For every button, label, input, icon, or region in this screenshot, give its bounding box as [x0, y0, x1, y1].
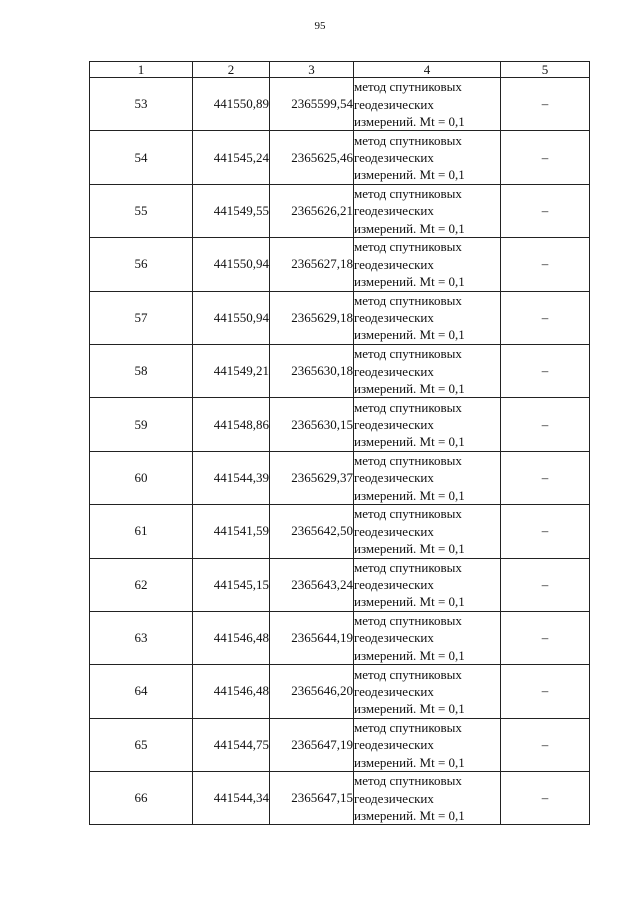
method-cell — [354, 398, 501, 451]
note-cell: – — [501, 184, 590, 237]
method-line: измерений. Mt = 0,1 — [354, 647, 465, 663]
y-coordinate-cell: 2365647,19 — [270, 718, 354, 771]
header-col-5: 5 — [501, 62, 590, 78]
note-cell: – — [501, 451, 590, 504]
method-line: геодезических — [354, 256, 434, 272]
note-cell: – — [501, 78, 590, 131]
method-line: измерений. Mt = 0,1 — [354, 167, 465, 183]
table-body — [90, 78, 590, 825]
point-number-cell: 57 — [90, 291, 193, 344]
method-line: метод спутниковых — [354, 239, 462, 255]
method-cell — [354, 772, 501, 825]
point-number-cell: 55 — [90, 184, 193, 237]
x-coordinate-cell: 441544,75 — [193, 718, 270, 771]
note-cell: – — [501, 611, 590, 664]
note-cell: – — [501, 772, 590, 825]
table-row — [90, 611, 590, 664]
method-line: измерений. Mt = 0,1 — [354, 113, 465, 129]
method-cell — [354, 451, 501, 504]
table-row — [90, 344, 590, 397]
point-number-cell: 64 — [90, 665, 193, 718]
method-line: геодезических — [354, 577, 434, 593]
note-cell: – — [501, 665, 590, 718]
method-cell — [354, 718, 501, 771]
method-line: метод спутниковых — [354, 292, 462, 308]
table-row — [90, 665, 590, 718]
method-line: геодезических — [354, 737, 434, 753]
x-coordinate-cell: 441546,48 — [193, 611, 270, 664]
point-number-cell: 56 — [90, 238, 193, 291]
table-row — [90, 238, 590, 291]
x-coordinate-cell: 441541,59 — [193, 505, 270, 558]
point-number-cell: 62 — [90, 558, 193, 611]
method-line: геодезических — [354, 470, 434, 486]
note-cell: – — [501, 505, 590, 558]
y-coordinate-cell: 2365646,20 — [270, 665, 354, 718]
method-line: метод спутниковых — [354, 773, 462, 789]
method-line: метод спутниковых — [354, 506, 462, 522]
method-line: метод спутниковых — [354, 399, 462, 415]
header-col-3: 3 — [270, 62, 354, 78]
method-line: измерений. Mt = 0,1 — [354, 540, 465, 556]
table-row — [90, 772, 590, 825]
y-coordinate-cell: 2365599,54 — [270, 78, 354, 131]
method-line: измерений. Mt = 0,1 — [354, 594, 465, 610]
table-row — [90, 291, 590, 344]
table-row — [90, 184, 590, 237]
method-line: метод спутниковых — [354, 719, 462, 735]
coordinates-table — [89, 61, 590, 825]
x-coordinate-cell: 441544,39 — [193, 451, 270, 504]
y-coordinate-cell: 2365625,46 — [270, 131, 354, 184]
point-number-cell: 63 — [90, 611, 193, 664]
x-coordinate-cell: 441550,94 — [193, 238, 270, 291]
x-coordinate-cell: 441545,15 — [193, 558, 270, 611]
method-line: геодезических — [354, 523, 434, 539]
method-line: геодезических — [354, 790, 434, 806]
x-coordinate-cell: 441550,94 — [193, 291, 270, 344]
method-line: измерений. Mt = 0,1 — [354, 220, 465, 236]
x-coordinate-cell: 441549,21 — [193, 344, 270, 397]
note-cell: – — [501, 131, 590, 184]
table-row — [90, 558, 590, 611]
method-line: метод спутниковых — [354, 132, 462, 148]
point-number-cell: 53 — [90, 78, 193, 131]
method-cell — [354, 184, 501, 237]
header-col-2: 2 — [193, 62, 270, 78]
note-cell: – — [501, 344, 590, 397]
y-coordinate-cell: 2365643,24 — [270, 558, 354, 611]
method-line: геодезических — [354, 416, 434, 432]
method-line: измерений. Mt = 0,1 — [354, 380, 465, 396]
method-line: геодезических — [354, 203, 434, 219]
point-number-cell: 66 — [90, 772, 193, 825]
method-cell — [354, 238, 501, 291]
method-line: метод спутниковых — [354, 452, 462, 468]
method-line: метод спутниковых — [354, 79, 462, 95]
x-coordinate-cell: 441549,55 — [193, 184, 270, 237]
point-number-cell: 58 — [90, 344, 193, 397]
method-line: метод спутниковых — [354, 346, 462, 362]
note-cell: – — [501, 718, 590, 771]
table-header — [90, 62, 590, 78]
method-line: метод спутниковых — [354, 559, 462, 575]
method-line: измерений. Mt = 0,1 — [354, 434, 465, 450]
y-coordinate-cell: 2365627,18 — [270, 238, 354, 291]
method-line: измерений. Mt = 0,1 — [354, 327, 465, 343]
table-row — [90, 78, 590, 131]
point-number-cell: 65 — [90, 718, 193, 771]
method-cell — [354, 291, 501, 344]
method-cell — [354, 131, 501, 184]
y-coordinate-cell: 2365630,18 — [270, 344, 354, 397]
note-cell: – — [501, 238, 590, 291]
table-row — [90, 451, 590, 504]
point-number-cell: 61 — [90, 505, 193, 558]
method-cell — [354, 344, 501, 397]
method-line: геодезических — [354, 310, 434, 326]
y-coordinate-cell: 2365626,21 — [270, 184, 354, 237]
x-coordinate-cell: 441548,86 — [193, 398, 270, 451]
table-row — [90, 398, 590, 451]
table-row — [90, 505, 590, 558]
method-line: геодезических — [354, 630, 434, 646]
method-line: геодезических — [354, 149, 434, 165]
method-cell — [354, 558, 501, 611]
page-number: 95 — [314, 20, 326, 32]
point-number-cell: 59 — [90, 398, 193, 451]
method-line: измерений. Mt = 0,1 — [354, 701, 465, 717]
header-col-4: 4 — [354, 62, 501, 78]
table-row — [90, 131, 590, 184]
method-line: измерений. Mt = 0,1 — [354, 274, 465, 290]
point-number-cell: 54 — [90, 131, 193, 184]
y-coordinate-cell: 2365630,15 — [270, 398, 354, 451]
x-coordinate-cell: 441550,89 — [193, 78, 270, 131]
method-line: геодезических — [354, 683, 434, 699]
method-line: геодезических — [354, 96, 434, 112]
header-row — [90, 62, 590, 78]
table-row — [90, 718, 590, 771]
note-cell: – — [501, 291, 590, 344]
method-line: метод спутниковых — [354, 186, 462, 202]
method-line: измерений. Mt = 0,1 — [354, 487, 465, 503]
header-col-1: 1 — [90, 62, 193, 78]
method-cell — [354, 78, 501, 131]
method-line: метод спутниковых — [354, 666, 462, 682]
method-line: измерений. Mt = 0,1 — [354, 807, 465, 823]
y-coordinate-cell: 2365629,18 — [270, 291, 354, 344]
method-cell — [354, 611, 501, 664]
method-cell — [354, 665, 501, 718]
x-coordinate-cell: 441544,34 — [193, 772, 270, 825]
note-cell: – — [501, 558, 590, 611]
y-coordinate-cell: 2365644,19 — [270, 611, 354, 664]
note-cell: – — [501, 398, 590, 451]
y-coordinate-cell: 2365629,37 — [270, 451, 354, 504]
method-line: метод спутниковых — [354, 613, 462, 629]
x-coordinate-cell: 441546,48 — [193, 665, 270, 718]
y-coordinate-cell: 2365642,50 — [270, 505, 354, 558]
method-line: измерений. Mt = 0,1 — [354, 754, 465, 770]
method-line: геодезических — [354, 363, 434, 379]
method-cell — [354, 505, 501, 558]
x-coordinate-cell: 441545,24 — [193, 131, 270, 184]
y-coordinate-cell: 2365647,15 — [270, 772, 354, 825]
point-number-cell: 60 — [90, 451, 193, 504]
